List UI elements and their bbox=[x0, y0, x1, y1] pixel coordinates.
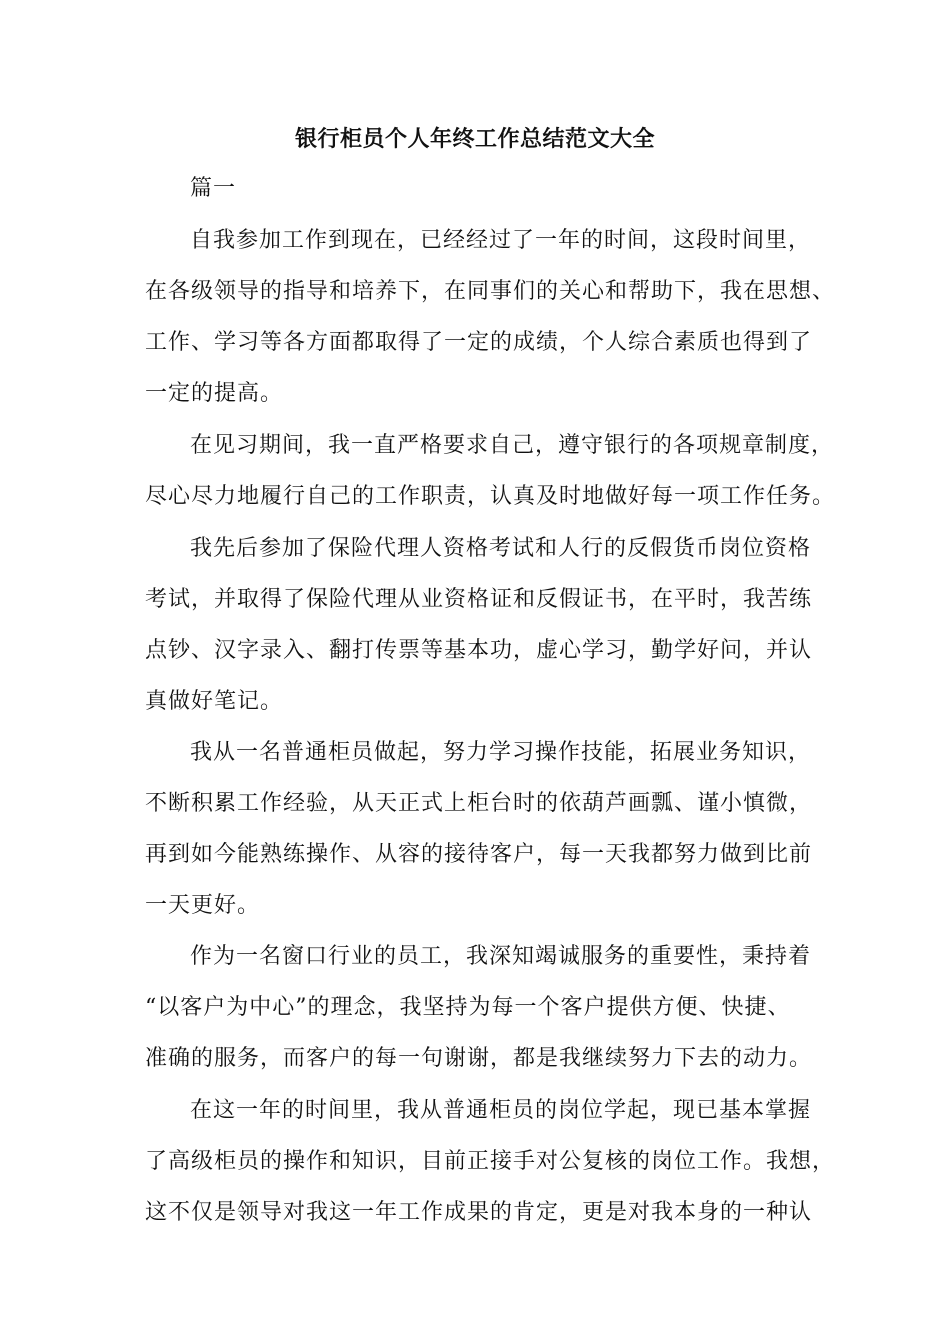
paragraph-line: 考试，并取得了保险代理从业资格证和反假证书，在平时，我苦练 bbox=[145, 587, 813, 612]
paragraph-line: 再到如今能熟练操作、从容的接待客户，每一天我都努力做到比前 bbox=[145, 842, 813, 867]
paragraph-line: 自我参加工作到现在，已经经过了一年的时间，这段时间里， bbox=[190, 228, 812, 253]
paragraph-line: 不断积累工作经验，从天正式上柜台时的依葫芦画瓢、谨小慎微， bbox=[145, 791, 813, 816]
section-heading: 篇一 bbox=[190, 176, 237, 201]
paragraph-line: 点钞、汉字录入、翻打传票等基本功，虚心学习，勤学好问，并认 bbox=[145, 638, 813, 663]
paragraph-line: 了高级柜员的操作和知识，目前正接手对公复核的岗位工作。我想， bbox=[145, 1149, 836, 1174]
paragraph-line: 我从一名普通柜员做起，努力学习操作技能，拓展业务知识， bbox=[190, 740, 812, 765]
paragraph-line: 作为一名窗口行业的员工，我深知竭诚服务的重要性，秉持着 bbox=[190, 944, 812, 969]
paragraph-line: 在各级领导的指导和培养下，在同事们的关心和帮助下，我在思想、 bbox=[145, 279, 836, 304]
paragraph-line: 在见习期间，我一直严格要求自己，遵守银行的各项规章制度， bbox=[190, 433, 835, 458]
paragraph-line: 这不仅是领导对我这一年工作成果的肯定，更是对我本身的一种认 bbox=[145, 1200, 813, 1225]
paragraph-line: 我先后参加了保险代理人资格考试和人行的反假货币岗位资格 bbox=[190, 536, 812, 561]
document-title: 银行柜员个人年终工作总结范文大全 bbox=[294, 126, 655, 152]
paragraph-line: 一天更好。 bbox=[145, 893, 261, 918]
paragraph-line: 真做好笔记。 bbox=[145, 689, 284, 714]
paragraph-line: 一定的提高。 bbox=[145, 381, 284, 406]
paragraph-line: 在这一年的时间里，我从普通柜员的岗位学起，现已基本掌握 bbox=[190, 1098, 812, 1123]
paragraph-line: 工作、学习等各方面都取得了一定的成绩，个人综合素质也得到了 bbox=[145, 330, 813, 355]
paragraph-line: “以客户为中心”的理念，我坚持为每一个客户提供方便、快捷、 bbox=[145, 995, 791, 1020]
paragraph-line: 尽心尽力地履行自己的工作职责，认真及时地做好每一项工作任务。 bbox=[145, 484, 836, 509]
paragraph-line: 准确的服务，而客户的每一句谢谢，都是我继续努力下去的动力。 bbox=[145, 1046, 813, 1071]
